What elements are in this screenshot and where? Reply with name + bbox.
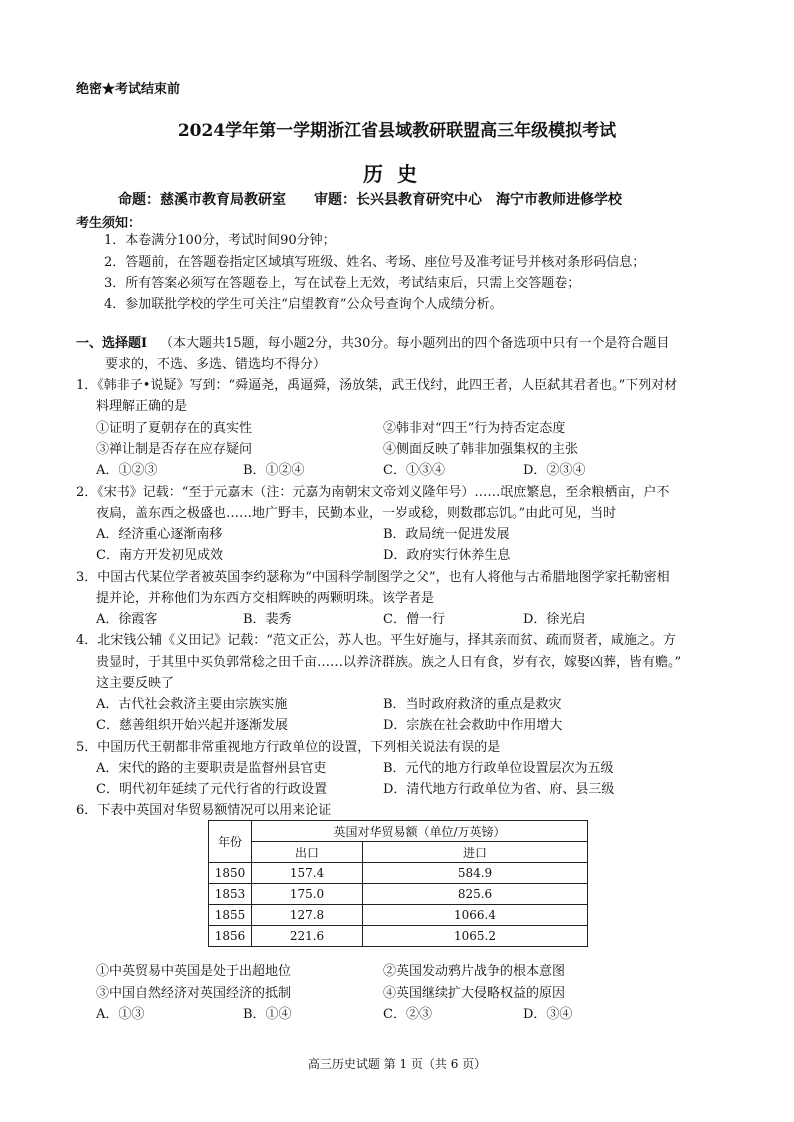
- confidential-label: 绝密★考试结束前: [76, 82, 181, 97]
- question-2-option-c[interactable]: C．南方开发初见成效: [96, 548, 223, 563]
- year-cell: 1850: [209, 863, 252, 884]
- question-1-option-d[interactable]: D．②③④: [523, 463, 586, 478]
- notice-heading: 考生须知：: [76, 216, 142, 231]
- import-header: 进口: [363, 842, 588, 863]
- question-4-stem: 贵显时，于其里中买负郭常稔之田千亩……以养济群族。族之人日有食，岁有衣，嫁娶凶葬，皆有赡。”: [96, 655, 682, 670]
- question-1-stem: 料理解正确的是: [96, 399, 188, 414]
- question-1-statement: ②韩非对“四王”行为持否定态度: [383, 421, 566, 436]
- question-1-statement: ③禅让制是否存在应存疑问: [96, 442, 253, 457]
- trade-group-header: 英国对华贸易额（单位/万英镑）: [252, 821, 588, 842]
- question-6-statement: ①中英贸易中英国是处于出超地位: [96, 964, 292, 979]
- question-3-option-a[interactable]: A．徐霞客: [96, 612, 158, 627]
- question-3-option-d[interactable]: D．徐光启: [523, 612, 586, 627]
- question-3-option-c[interactable]: C．僧一行: [383, 612, 445, 627]
- table-row: [209, 884, 588, 905]
- question-1-statement: ①证明了夏朝存在的真实性: [96, 421, 253, 436]
- question-6-option-d[interactable]: D．③④: [523, 1007, 573, 1022]
- question-1-option-c[interactable]: C．①③④: [383, 463, 445, 478]
- export-cell: 175.0: [252, 884, 363, 905]
- year-cell: 1853: [209, 884, 252, 905]
- question-4-stem: 4．北宋钱公辅《义田记》记载：“范文正公，苏人也。平生好施与，择其亲而贫、疏而贤者，咸施之。方: [76, 633, 676, 648]
- question-6-option-b[interactable]: B．①④: [243, 1007, 292, 1022]
- page-footer: 高三历史试题 第 1 页（共 6 页）: [307, 1057, 487, 1071]
- question-2-stem: 2．《宋书》记载：“至于元嘉末（注：元嘉为南朝宋文帝刘义隆年号）……氓庶繁息，至余粮栖亩，户不: [76, 485, 670, 500]
- section-intro: （本大题共15题，每小题2分，共30分。每小题列出的四个备选项中只有一个是符合题目: [160, 336, 670, 351]
- question-6-option-a[interactable]: A．①③: [96, 1007, 145, 1022]
- question-4-option-a[interactable]: A．古代社会救济主要由宗族实施: [96, 697, 288, 712]
- section-heading: 一、选择题Ⅰ: [76, 336, 148, 351]
- question-4-option-c[interactable]: C．慈善组织开始兴起并逐渐发展: [96, 718, 288, 733]
- question-5-option-b[interactable]: B．元代的地方行政单位设置层次为五级: [383, 761, 614, 776]
- export-cell: 127.8: [252, 905, 363, 926]
- year-header: 年份: [209, 821, 252, 863]
- question-5-option-c[interactable]: C．明代初年延续了元代行省的行政设置: [96, 782, 327, 797]
- notice-item: 2．答题前，在答题卷指定区域填写班级、姓名、考场、座位号及准考证号并核对条形码信息；: [104, 255, 646, 270]
- notice-item: 1．本卷满分100分，考试时间90分钟；: [104, 233, 336, 248]
- import-cell: 825.6: [363, 884, 588, 905]
- question-6-statement: ②英国发动鸦片战争的根本意图: [383, 964, 566, 979]
- subject-title: 历史: [363, 162, 431, 186]
- question-3-option-b[interactable]: B．裴秀: [243, 612, 292, 627]
- question-1-stem: 1．《韩非子•说疑》写到：“舜逼尧，禹逼舜，汤放桀，武王伐纣，此四王者，人臣弑其君者也。”下列对材: [76, 378, 678, 393]
- table-row: [209, 905, 588, 926]
- export-cell: 157.4: [252, 863, 363, 884]
- question-4-stem: 这主要反映了: [96, 676, 175, 691]
- question-2-option-b[interactable]: B．政局统一促进发展: [383, 527, 510, 542]
- trade-table: [208, 820, 588, 947]
- question-6-statement: ④英国继续扩大侵略权益的原因: [383, 986, 566, 1001]
- export-cell: 221.6: [252, 926, 363, 947]
- exam-title: 2024学年第一学期浙江省县域教研联盟高三年级模拟考试: [177, 121, 617, 141]
- import-cell: 1065.2: [363, 926, 588, 947]
- question-5-stem: 5．中国历代王朝都非常重视地方行政单位的设置，下列相关说法有误的是: [76, 740, 501, 755]
- import-cell: 584.9: [363, 863, 588, 884]
- notice-item: 4．参加联批学校的学生可关注“启望教育”公众号查询个人成绩分析。: [104, 297, 503, 312]
- question-6-option-c[interactable]: C．②③: [383, 1007, 432, 1022]
- authors-line: 命题：慈溪市教育局教研室 审题：长兴县教育研究中心 海宁市教师进修学校: [118, 192, 622, 208]
- question-1-option-b[interactable]: B．①②④: [243, 463, 305, 478]
- question-5-option-d[interactable]: D．清代地方行政单位为省、府、县三级: [383, 782, 615, 797]
- year-cell: 1856: [209, 926, 252, 947]
- question-6-statement: ③中国自然经济对英国经济的抵制: [96, 986, 292, 1001]
- question-2-option-d[interactable]: D．政府实行休养生息: [383, 548, 511, 563]
- question-6-stem: 6．下表中英国对华贸易额情况可以用来论证: [76, 803, 332, 818]
- table-row: [209, 863, 588, 884]
- question-3-stem: 提并论，并称他们为东西方交相辉映的两颗明珠。该学者是: [96, 591, 435, 606]
- question-2-stem: 夜扃，盖东西之极盛也……地广野丰，民勤本业，一岁或稔，则数郡忘饥。”由此可见，当时: [96, 506, 617, 521]
- table-row: [209, 926, 588, 947]
- question-5-option-a[interactable]: A．宋代的路的主要职责是监督州县官吏: [96, 761, 327, 776]
- import-cell: 1066.4: [363, 905, 588, 926]
- section-intro: 要求的，不选、多选、错选均不得分）: [105, 357, 327, 372]
- question-1-option-a[interactable]: A．①②③: [96, 463, 158, 478]
- question-4-option-b[interactable]: B．当时政府救济的重点是救灾: [383, 697, 562, 712]
- question-3-stem: 3．中国古代某位学者被英国李约瑟称为“中国科学制图学之父”，也有人将他与古希腊地图学家托勒密相: [76, 570, 670, 585]
- notice-item: 3．所有答案必须写在答题卷上，写在试卷上无效，考试结束后，只需上交答题卷；: [104, 276, 581, 291]
- question-1-statement: ④侧面反映了韩非加强集权的主张: [383, 442, 579, 457]
- question-4-option-d[interactable]: D．宗族在社会救助中作用增大: [383, 718, 563, 733]
- year-cell: 1855: [209, 905, 252, 926]
- export-header: 出口: [252, 842, 363, 863]
- question-2-option-a[interactable]: A．经济重心逐渐南移: [96, 527, 223, 542]
